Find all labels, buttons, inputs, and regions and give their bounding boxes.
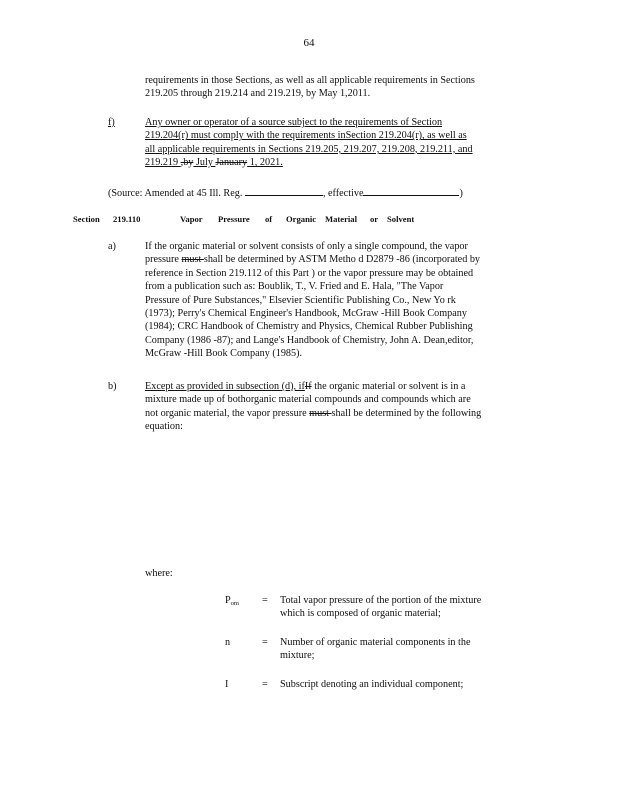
text-line: from a publication such as: Boublik, T., V. Fried and E. Hala, "The Vapor <box>145 281 444 293</box>
symbol-text: P <box>225 595 231 606</box>
item-a-paragraph <box>145 240 480 361</box>
section-heading <box>73 213 593 227</box>
text-line: Subscript denoting an individual component; <box>280 679 464 690</box>
text-line: requirements in those Sections, as well as all applicable requirements in Sections <box>145 75 475 86</box>
text-span: 1, 2021. <box>247 157 283 169</box>
symbol-subscript: om <box>230 600 239 607</box>
text-line: Number of organic material components in the <box>280 637 471 648</box>
equals-sign: = <box>262 637 268 648</box>
register-blank <box>245 185 323 196</box>
variable-definition <box>225 678 525 694</box>
variable-symbol <box>225 678 228 691</box>
struck-text: must <box>309 407 332 419</box>
inserted-text: Except as provided in subsection (d), if <box>145 381 305 392</box>
struck-text: January <box>215 157 248 169</box>
section-word: Section <box>73 214 100 224</box>
source-mid: , effective <box>322 188 364 199</box>
page-number: 64 <box>303 37 315 49</box>
variable-description <box>280 594 481 621</box>
text-line: Company (1986 -87); and Lange's Handbook of Chemistry, John A. Dean,editor, <box>145 334 474 346</box>
item-f-label: f) <box>108 117 115 128</box>
text-span: July <box>193 157 216 169</box>
text-line <box>145 407 481 420</box>
text-line: mixture made up of bothorganic material compounds and compounds which are <box>145 394 471 406</box>
source-prefix: (Source: Amended at 45 Ill. Reg. <box>108 188 243 199</box>
text-line: McGraw -Hill Book Company (1985). <box>145 348 303 360</box>
text-line: (1973); Perry's Chemical Engineer's Handbook, McGraw -Hill Book Company <box>145 308 467 320</box>
text-span: the organic material or solvent is in a <box>311 381 466 392</box>
item-a-label: a) <box>108 241 116 252</box>
text-line: equation: <box>145 421 183 433</box>
item-b-paragraph <box>145 380 481 434</box>
variable-symbol <box>225 636 230 649</box>
heading-word: or <box>370 214 379 224</box>
equals-sign: = <box>262 595 268 606</box>
variable-description <box>280 636 471 663</box>
heading-word: of <box>265 214 273 224</box>
equals-sign: = <box>262 679 268 690</box>
variable-symbol <box>225 594 239 610</box>
symbol-text: n <box>225 637 231 648</box>
text-span: pressure <box>145 254 182 266</box>
text-line: 219.205 through 219.214 and 219.219, by May 1,2011. <box>145 88 371 100</box>
section-number: 219.110 <box>113 214 141 224</box>
item-f-paragraph <box>145 116 473 170</box>
continuation-paragraph <box>145 74 475 101</box>
source-suffix: ) <box>459 188 463 199</box>
heading-word: Material <box>325 214 357 224</box>
text-line: which is composed of organic material; <box>280 608 441 620</box>
where-label: where: <box>145 568 173 579</box>
inserted-text: shall be determined by ASTM Metho d D2879 -86 (incorporated by <box>203 254 481 266</box>
variable-definition <box>225 594 525 622</box>
symbol-text: I <box>225 679 229 690</box>
text-line <box>145 380 481 393</box>
source-note <box>108 185 463 200</box>
struck-text: If <box>304 381 312 392</box>
effective-blank <box>363 185 459 196</box>
text-span: shall be determined by the following <box>331 407 482 419</box>
text-line: 219.204(r) must comply with the requirements inSection 219.204(r), as well as <box>145 130 467 142</box>
text-line: (1984); CRC Handbook of Chemistry and Physics, Chemical Rubber Publishing <box>145 321 473 333</box>
text-line: reference in Section 219.112 of this Part ) or the vapor pressure may be obtained <box>145 267 474 279</box>
text-line <box>145 156 473 169</box>
struck-text: must <box>181 254 204 266</box>
heading-word: Organic <box>286 214 317 224</box>
text-span: 219.219 <box>145 157 181 169</box>
heading-word: Solvent <box>387 214 415 224</box>
variable-description <box>280 678 463 691</box>
text-line: If the organic material or solvent consists of only a single compound, the vapor <box>145 241 468 252</box>
text-line: Total vapor pressure of the portion of the mixture <box>280 595 482 606</box>
variable-definition <box>225 636 525 664</box>
text-line <box>145 253 480 266</box>
heading-word: Vapor <box>180 214 203 224</box>
text-line: mixture; <box>280 650 315 662</box>
text-line: all applicable requirements in Sections 219.205, 219.207, 219.208, 219.211, and <box>145 143 473 155</box>
item-b-label: b) <box>108 381 117 392</box>
heading-word: Pressure <box>218 214 250 224</box>
text-line: Any owner or operator of a source subject to the requirements of Section <box>145 117 443 128</box>
struck-text: ,by <box>180 157 194 169</box>
text-line: Pressure of Pure Substances," Elsevier Scientific Publishing Co., New Yo rk <box>145 294 456 306</box>
text-span: not organic material, the vapor pressure <box>145 407 310 419</box>
